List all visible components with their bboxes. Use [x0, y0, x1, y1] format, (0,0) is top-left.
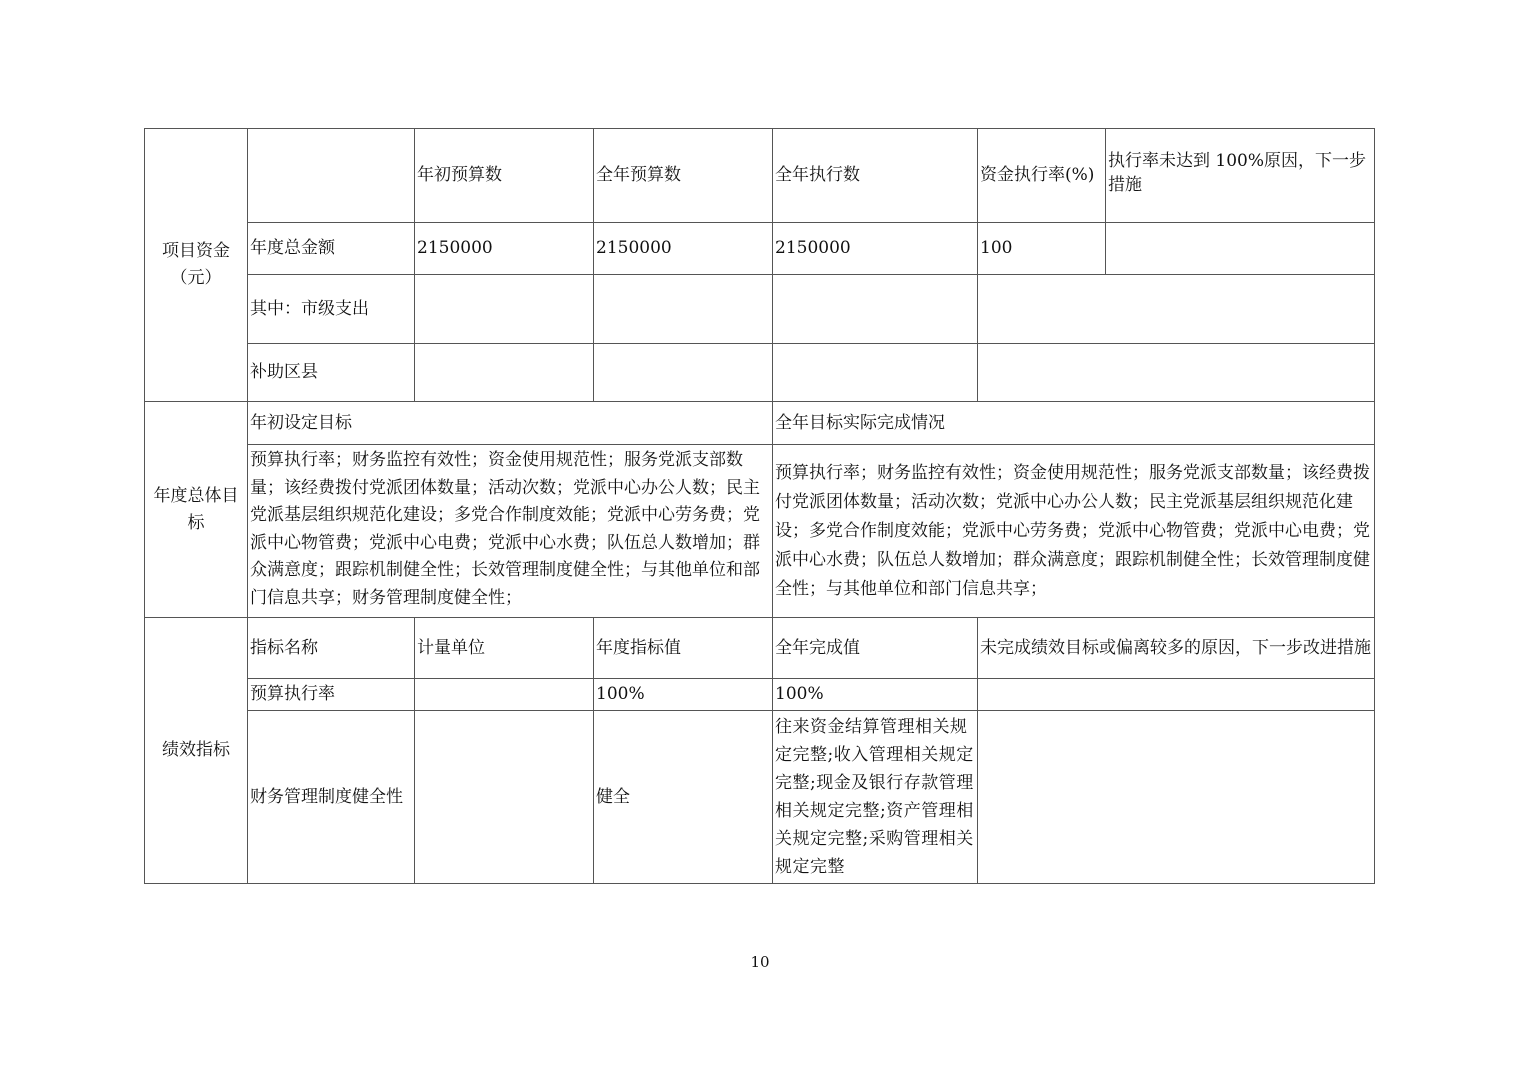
initial-goal-header: 年初设定目标 [248, 402, 773, 445]
cell [415, 275, 594, 344]
cell [773, 344, 978, 402]
indicator-unit [415, 679, 594, 711]
indicator-actual: 往来资金结算管理相关规定完整;收入管理相关规定完整;现金及银行存款管理相关规定完整;资产管理相关规定完整;采购管理相关规定完整 [773, 711, 978, 884]
indicator-reason [978, 711, 1375, 884]
header-unit: 计量单位 [415, 618, 594, 679]
initial-goal-text: 预算执行率；财务监控有效性；资金使用规范性；服务党派支部数量；该经费拨付党派团体数量；活动次数；党派中心办公人数；民主党派基层组织规范化建设；多党合作制度效能；党派中心劳务费；党派中心物管费；党派中心电费；党派中心水费；队伍总人数增加；群众满意度；跟踪机制健全性；长效管理制度健全性；与其他单位和部门信息共享；财务管理制度健全性； [248, 445, 773, 618]
performance-table [144, 128, 1375, 884]
performance-label: 绩效指标 [145, 618, 248, 884]
header-target: 年度指标值 [594, 618, 773, 679]
cell: 2150000 [415, 223, 594, 275]
cell [1106, 223, 1375, 275]
annual-goal-label: 年度总体目标 [145, 402, 248, 618]
row-label: 其中：市级支出 [248, 275, 415, 344]
row-label: 年度总金额 [248, 223, 415, 275]
cell [415, 344, 594, 402]
cell [773, 275, 978, 344]
header-reason: 执行率未达到 100%原因，下一步措施 [1106, 129, 1375, 223]
indicator-target: 健全 [594, 711, 773, 884]
row-label: 补助区县 [248, 344, 415, 402]
cell [978, 275, 1375, 344]
indicator-name: 预算执行率 [248, 679, 415, 711]
cell [594, 344, 773, 402]
header-indicator-name: 指标名称 [248, 618, 415, 679]
header-annual-execution: 全年执行数 [773, 129, 978, 223]
cell: 2150000 [594, 223, 773, 275]
cell: 2150000 [773, 223, 978, 275]
cell [978, 344, 1375, 402]
indicator-reason [978, 679, 1375, 711]
funds-label: 项目资金（元） [145, 129, 248, 402]
actual-goal-header: 全年目标实际完成情况 [773, 402, 1375, 445]
indicator-target: 100% [594, 679, 773, 711]
header-execution-rate: 资金执行率(%) [978, 129, 1106, 223]
header-initial-budget: 年初预算数 [415, 129, 594, 223]
indicator-actual: 100% [773, 679, 978, 711]
cell: 100 [978, 223, 1106, 275]
cell [594, 275, 773, 344]
actual-goal-text: 预算执行率；财务监控有效性；资金使用规范性；服务党派支部数量；该经费拨付党派团体数量；活动次数；党派中心办公人数；民主党派基层组织规范化建设；多党合作制度效能；党派中心劳务费；党派中心物管费；党派中心电费；党派中心水费；队伍总人数增加；群众满意度；跟踪机制健全性；长效管理制度健全性；与其他单位和部门信息共享； [773, 445, 1375, 618]
header-actual: 全年完成值 [773, 618, 978, 679]
indicator-name: 财务管理制度健全性 [248, 711, 415, 884]
page-number: 10 [750, 953, 770, 971]
indicator-unit [415, 711, 594, 884]
empty-cell [248, 129, 415, 223]
header-reason: 未完成绩效目标或偏离较多的原因，下一步改进措施 [978, 618, 1375, 679]
header-annual-budget: 全年预算数 [594, 129, 773, 223]
